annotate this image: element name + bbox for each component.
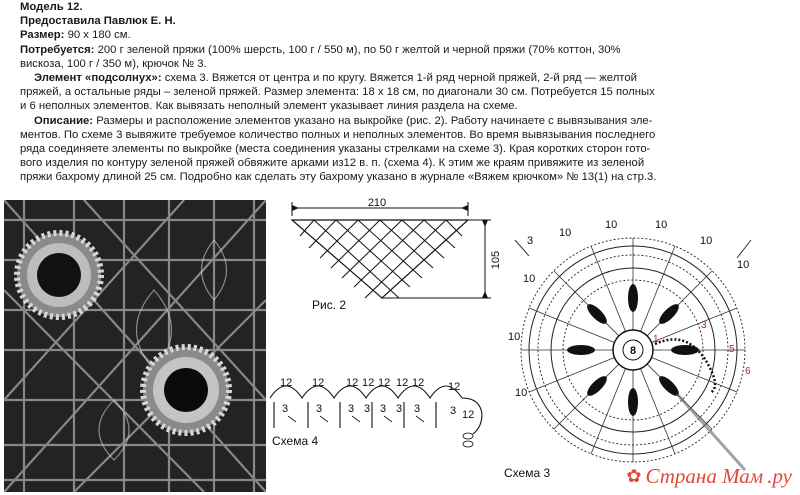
sunflower-motif bbox=[143, 347, 229, 433]
description-line-3: ряда соединяете элементы по выкройке (места соединения указаны стрелками на схеме 3). Края коротких сторон гото- bbox=[20, 143, 651, 156]
svg-text:3: 3 bbox=[380, 403, 387, 415]
element-line-2: пряжей, а остальные ряды – зеленой пряжей. Размер элемента: 18 х 18 см, по диагонали 30 см. Потребуется 15 полных bbox=[20, 86, 655, 99]
svg-text:3: 3 bbox=[396, 403, 403, 415]
svg-text:12: 12 bbox=[280, 377, 293, 389]
watermark-suffix: .ру bbox=[767, 464, 792, 488]
scheme3-center-label: 8 bbox=[629, 345, 637, 357]
svg-text:3: 3 bbox=[701, 320, 707, 331]
svg-text:10: 10 bbox=[559, 227, 572, 239]
requirements-line: Потребуется: 200 г зеленой пряжи (100% шерсть, 100 г / 550 м), по 50 г желтой и черной пряжи (70% коттон, 30% bbox=[20, 43, 621, 56]
svg-text:10: 10 bbox=[605, 219, 618, 231]
shawl-photo bbox=[4, 200, 266, 492]
svg-text:12: 12 bbox=[412, 377, 425, 389]
svg-text:6: 6 bbox=[745, 366, 751, 377]
sunflower-motif bbox=[17, 233, 101, 317]
svg-text:10: 10 bbox=[508, 331, 521, 343]
svg-text:10: 10 bbox=[515, 387, 528, 399]
svg-text:3: 3 bbox=[414, 403, 421, 415]
svg-text:12: 12 bbox=[396, 377, 409, 389]
shawl-photo-drawing bbox=[4, 200, 266, 492]
height-label: 105 bbox=[490, 250, 502, 270]
svg-text:12: 12 bbox=[362, 377, 375, 389]
size-line: Размер: 90 x 180 см. bbox=[20, 29, 131, 42]
requirements-line-2: вискоза, 100 г / 350 м), крючок № 3. bbox=[20, 57, 207, 70]
svg-text:10: 10 bbox=[523, 273, 536, 285]
svg-text:3: 3 bbox=[282, 403, 289, 415]
figure2-caption: Рис. 2 bbox=[312, 298, 347, 312]
svg-text:12: 12 bbox=[312, 377, 325, 389]
pattern-description bbox=[20, 0, 790, 185]
svg-text:3: 3 bbox=[316, 403, 323, 415]
svg-text:3: 3 bbox=[364, 403, 371, 415]
sunflower-scheme bbox=[505, 218, 775, 480]
scheme3-caption: Схема 3 bbox=[504, 466, 551, 480]
flower-icon: ✿ bbox=[626, 466, 642, 486]
description-line: Описание: Размеры и расположение элементов указано на выкройке (рис. 2). Работу начинаете с вывязывания эле- bbox=[34, 114, 653, 127]
scheme4-caption: Схема 4 bbox=[272, 434, 319, 448]
author-line: Предоставила Павлюк Е. Н. bbox=[20, 15, 176, 28]
description-line-4: вого изделия по контуру зеленой пряжей обвяжите арками из12 в. п. (схема 4). К этим же краям привяжите из зеленой bbox=[20, 157, 645, 170]
svg-text:10: 10 bbox=[737, 259, 750, 271]
svg-text:12: 12 bbox=[346, 377, 359, 389]
description-line-5: пряжи бахрому длиной 25 см. Подробно как сделать эту бахрому указано в журнале «Вяжем крючком» № 13(1) на стр.3. bbox=[20, 171, 657, 184]
svg-text:10: 10 bbox=[655, 219, 668, 231]
element-line: Элемент «подсолнух»: схема 3. Вяжется от центра и по кругу. Вяжется 1-й ряд черной пряжей, 2-й ряд — желтой bbox=[34, 72, 637, 85]
svg-text:3: 3 bbox=[348, 403, 355, 415]
watermark-text: Страна Мам bbox=[645, 464, 764, 488]
svg-text:12: 12 bbox=[462, 409, 475, 421]
svg-text:5: 5 bbox=[729, 344, 735, 355]
svg-text:3: 3 bbox=[450, 405, 457, 417]
site-watermark bbox=[626, 464, 792, 489]
svg-text:1: 1 bbox=[653, 334, 659, 345]
svg-text:3: 3 bbox=[527, 235, 534, 247]
width-label: 210 bbox=[367, 198, 387, 209]
svg-text:12: 12 bbox=[378, 377, 391, 389]
svg-text:12: 12 bbox=[448, 381, 461, 393]
svg-text:10: 10 bbox=[700, 235, 713, 247]
model-heading: Модель 12. bbox=[20, 1, 83, 13]
description-line-2: ментов. По схеме 3 вывяжите требуемое количество полных и неполных элементов. Во время вывязывания последнего bbox=[20, 128, 656, 141]
element-line-3: и 6 неполных элементов. Как вывязать неполный элемент указывает линия раздела на схеме. bbox=[20, 100, 518, 113]
